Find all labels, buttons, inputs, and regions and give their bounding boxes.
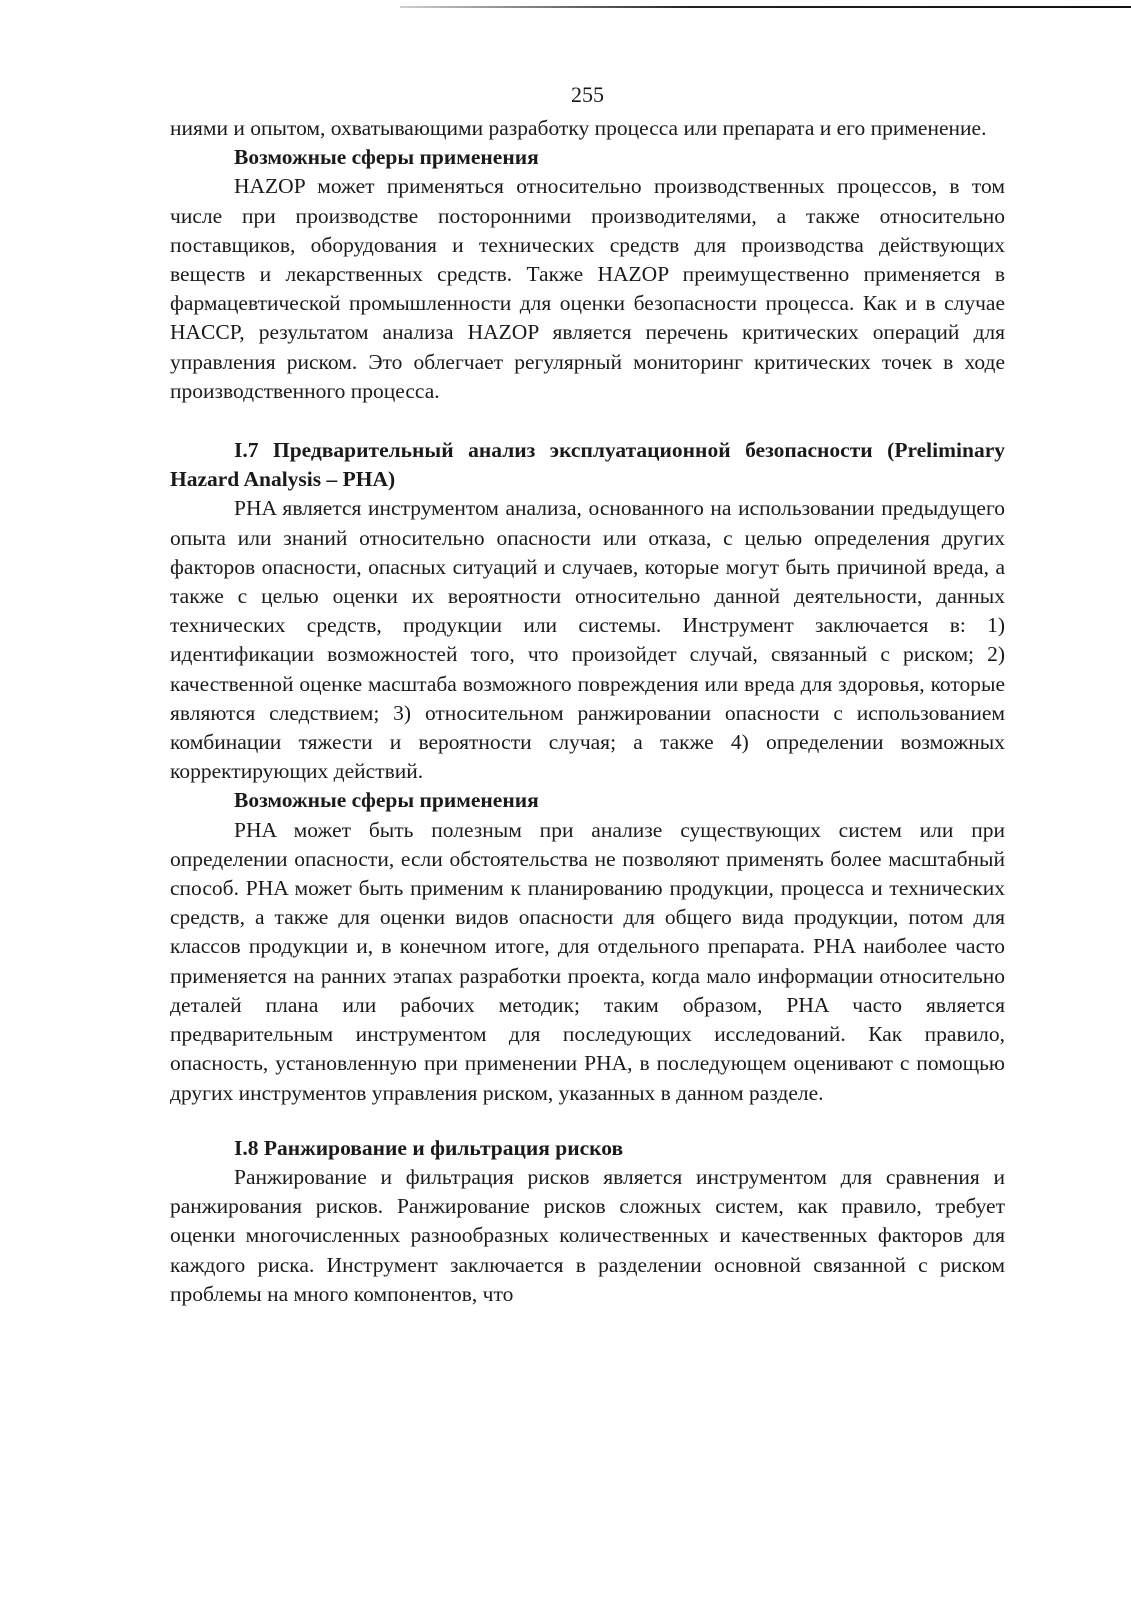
paragraph-pha-description: PHA является инструментом анализа, основанного на использовании предыдущего опыта или знаний относительно опасности или отказа, с целью определения других факторов опасности, опасных ситуаций и случаев, которые могут быть причиной вреда, а также с целью оценки их вероятности относительно данной деятельности, данных технических средств, продукции или системы. Инструмент заключается в: 1) идентификации возможностей того, что произойдет случай, связанный с риском; 2) качественной оценке масштаба возможного повреждения или вреда для здоровья, которые являются следствием; 3) относительном ранжировании опасности с использованием комбинации тяжести и вероятности случая; а также 4) определении возможных корректирующих действий. bbox=[170, 496, 1005, 784]
paragraph-ranking-description: Ранжирование и фильтрация рисков является инструментом для сравнения и ранжирования рисков. Ранжирование рисков сложных систем, как правило, требует оценки многочисленных разнообразных количественных и качественных факторов для каждого риска. Инструмент заключается в разделении основной связанной с риском проблемы на много компонентов, что bbox=[170, 1164, 1005, 1306]
scan-top-edge bbox=[400, 6, 1131, 8]
subheading-pha-scope: Возможные сферы применения bbox=[234, 788, 539, 813]
section-spacer bbox=[170, 406, 1005, 436]
page-number: 255 bbox=[571, 82, 604, 107]
document-page bbox=[170, 82, 1005, 1309]
subheading-hazop-scope: Возможные сферы применения bbox=[234, 145, 539, 170]
section-title-pha: I.7 Предварительный анализ эксплуатационной безопасности (Preliminary Hazard Analysis – PHA) bbox=[170, 438, 1005, 492]
paragraph-hazop-scope: HAZOP может применяться относительно производственных процессов, в том числе при производстве посторонними производителями, а также относительно поставщиков, оборудования и технических средств для производства действующих веществ и лекарственных средств. Также HAZOP преимущественно применяется в фармацевтической промышленности для оценки безопасности процесса. Как и в случае HACCP, результатом анализа HAZOP является перечень критических операций для управления риском. Это облегчает регулярный мониторинг критических точек в ходе производственного процесса. bbox=[170, 174, 1005, 403]
section-spacer bbox=[170, 1108, 1005, 1134]
section-title-ranking: I.8 Ранжирование и фильтрация рисков bbox=[234, 1135, 624, 1160]
paragraph-pha-scope: PHA может быть полезным при анализе существующих систем или при определении опасности, если обстоятельства не позволяют применять более масштабный способ. PHA может быть применим к планированию продукции, процесса и технических средств, а также для оценки видов опасности для общего вида продукции, потом для классов продукции и, в конечном итоге, для отдельного препарата. PHA наиболее часто применяется на ранних этапах разработки проекта, когда мало информации относительно деталей плана или рабочих методик; таким образом, PHA часто является предварительным инструментом для последующих исследований. Как правило, опасность, установленную при применении PHA, в последующем оценивают с помощью других инструментов управления риском, указанных в данном разделе. bbox=[170, 817, 1005, 1105]
paragraph-intro-tail: ниями и опытом, охватывающими разработку процесса или препарата и его применение. bbox=[170, 116, 987, 140]
